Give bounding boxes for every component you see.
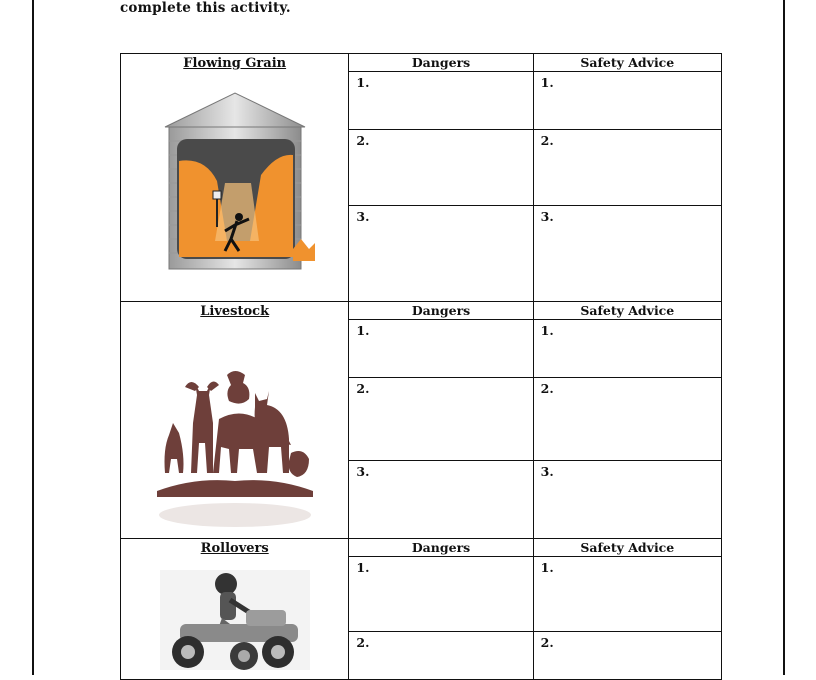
item-number: 1. <box>356 75 370 91</box>
page-border-right <box>783 0 785 675</box>
dangers-header: Dangers <box>349 54 533 72</box>
safety-advice-header: Safety Advice <box>533 54 721 72</box>
item-number: 2. <box>540 132 554 148</box>
item-number: 3. <box>540 464 554 480</box>
item-number: 2. <box>540 380 554 396</box>
advice-field-1[interactable] <box>533 320 721 377</box>
hazard-title: Rollovers <box>200 541 269 556</box>
advice-field-2[interactable] <box>533 632 721 680</box>
danger-field-2[interactable] <box>349 632 533 680</box>
advice-field-1[interactable] <box>533 557 721 632</box>
advice-field-2[interactable] <box>533 377 721 461</box>
item-number: 3. <box>356 209 370 225</box>
danger-field-3[interactable] <box>349 206 533 302</box>
hazard-title: Flowing Grain <box>183 56 287 71</box>
danger-field-1[interactable] <box>349 320 533 377</box>
danger-field-1[interactable] <box>349 72 533 129</box>
hazard-cell-flowing-grain <box>121 54 349 302</box>
safety-advice-header: Safety Advice <box>533 539 721 557</box>
livestock-silhouette <box>155 363 315 533</box>
hazard-cell-livestock <box>121 302 349 539</box>
item-number: 1. <box>540 75 554 91</box>
item-number: 2. <box>356 380 370 396</box>
page-border-left <box>32 0 34 675</box>
safety-advice-header: Safety Advice <box>533 302 721 320</box>
danger-field-2[interactable] <box>349 377 533 461</box>
item-number: 2. <box>356 635 370 650</box>
atv-rider-photo <box>160 570 310 670</box>
item-number: 1. <box>356 323 370 339</box>
hazard-title: Livestock <box>200 304 270 319</box>
dangers-header: Dangers <box>349 302 533 320</box>
danger-field-3[interactable] <box>349 461 533 539</box>
danger-field-2[interactable] <box>349 129 533 206</box>
advice-field-3[interactable] <box>533 206 721 302</box>
intro-text: complete this activity. <box>120 0 291 16</box>
item-number: 2. <box>540 635 554 650</box>
item-number: 3. <box>540 209 554 225</box>
item-number: 1. <box>540 560 554 575</box>
item-number: 2. <box>356 132 370 148</box>
dangers-header: Dangers <box>349 539 533 557</box>
hazard-activity-table <box>120 53 722 680</box>
item-number: 1. <box>540 323 554 339</box>
danger-field-1[interactable] <box>349 557 533 632</box>
advice-field-3[interactable] <box>533 461 721 539</box>
hazard-cell-rollovers <box>121 539 349 680</box>
item-number: 1. <box>356 560 370 575</box>
grain-bin-engulfment-illustration <box>155 91 315 271</box>
advice-field-1[interactable] <box>533 72 721 129</box>
advice-field-2[interactable] <box>533 129 721 206</box>
item-number: 3. <box>356 464 370 480</box>
